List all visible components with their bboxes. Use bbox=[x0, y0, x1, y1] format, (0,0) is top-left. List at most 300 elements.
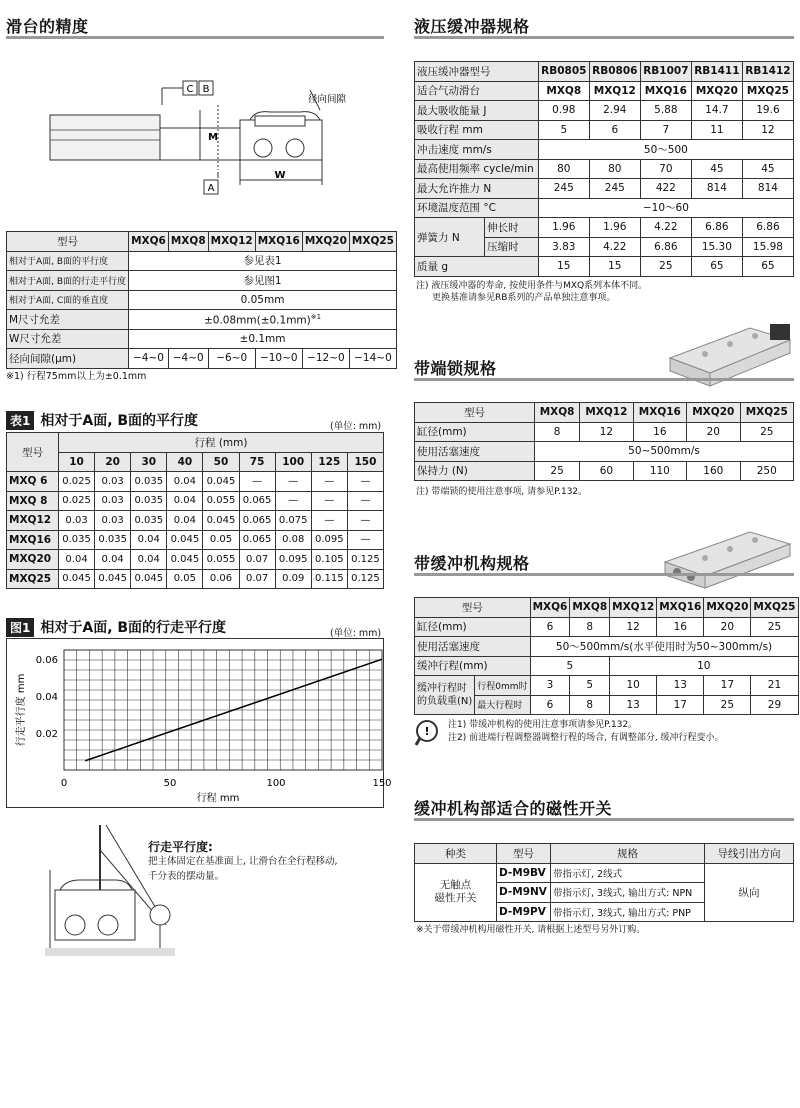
table-row bbox=[7, 433, 384, 453]
row-label: 缸径(mm) bbox=[415, 422, 535, 442]
cell: 16 bbox=[657, 617, 704, 637]
model-cell: RB1411 bbox=[691, 62, 742, 82]
cell: 20 bbox=[704, 617, 751, 637]
value-cell: 6 bbox=[589, 120, 640, 140]
value-cell: −10～60 bbox=[538, 198, 793, 218]
value-cell: 0.125 bbox=[347, 569, 383, 589]
row-label: 弹簧力 N bbox=[415, 218, 485, 257]
model-cell: MXQ12 bbox=[7, 511, 59, 531]
value-cell: 0.05 bbox=[203, 530, 239, 550]
cushion-note1: 注1) 带缓冲机构的使用注意事项请参见P.132。 bbox=[448, 720, 638, 730]
row-label: 环境温度范围 °C bbox=[415, 198, 539, 218]
value-cell: 70 bbox=[640, 159, 691, 179]
slide-diagram bbox=[40, 70, 347, 205]
value-cell: 11 bbox=[691, 120, 742, 140]
header-cell: MXQ20 bbox=[704, 598, 751, 618]
row-label: 相对于A面, C面的垂直度 bbox=[7, 290, 129, 310]
value-cell: 65 bbox=[742, 257, 793, 277]
table-row bbox=[415, 62, 794, 82]
model-cell: RB0806 bbox=[589, 62, 640, 82]
endlock-rule bbox=[414, 378, 794, 381]
slide-cell: MXQ12 bbox=[589, 81, 640, 101]
table-row bbox=[415, 844, 794, 864]
kind-cell bbox=[415, 863, 497, 922]
slide-cell: MXQ16 bbox=[640, 81, 691, 101]
header-cell: MXQ6 bbox=[129, 232, 169, 252]
value-cell: 0.045 bbox=[203, 472, 239, 492]
model-header: 型号 bbox=[7, 433, 59, 472]
value-cell: 0.045 bbox=[167, 530, 203, 550]
switch-note: ※关于带缓冲机构用磁性开关, 请根据上述型号另外订购。 bbox=[416, 925, 646, 935]
spec-cell: 带指示灯, 2线式 bbox=[551, 863, 705, 883]
value-cell: 0.06 bbox=[203, 569, 239, 589]
model-cell: RB1007 bbox=[640, 62, 691, 82]
value-cell: — bbox=[239, 472, 275, 492]
gap-cell: −4~0 bbox=[129, 349, 169, 369]
cell: 25 bbox=[751, 617, 798, 637]
switch-title: 缓冲机构部适合的磁性开关 bbox=[414, 799, 613, 818]
y-tick-label: 0.02 bbox=[35, 729, 58, 741]
value-cell: 1.96 bbox=[538, 218, 589, 238]
row-value bbox=[129, 310, 397, 330]
cell: 25 bbox=[740, 422, 793, 442]
value-cell: — bbox=[311, 491, 347, 511]
stroke-cell: 40 bbox=[167, 452, 203, 472]
walking-title: 行走平行度: bbox=[148, 840, 213, 854]
value-cell: 0.115 bbox=[311, 569, 347, 589]
value-cell: 1.96 bbox=[589, 218, 640, 238]
stroke-cell: 125 bbox=[311, 452, 347, 472]
value-cell: 0.095 bbox=[275, 550, 311, 570]
value-cell: 0.98 bbox=[538, 101, 589, 121]
precision-rule bbox=[6, 36, 384, 39]
header-cell: 液压缓冲器型号 bbox=[415, 62, 539, 82]
value-cell: — bbox=[311, 472, 347, 492]
slide-cell: MXQ25 bbox=[742, 81, 793, 101]
cell: 25 bbox=[704, 695, 751, 715]
value-cell: 0.04 bbox=[131, 530, 167, 550]
cell: 13 bbox=[657, 676, 704, 696]
table-row bbox=[7, 232, 397, 252]
value-cell: 0.04 bbox=[59, 550, 95, 570]
walking-line1: 把主体固定在基准面上, 让滑台在全行程移动, bbox=[148, 856, 338, 867]
load-label-2: 的负载重(N) bbox=[417, 696, 473, 707]
label-gap: 径向间隙 bbox=[308, 94, 347, 105]
header-cell: MXQ8 bbox=[535, 403, 580, 423]
cell: 8 bbox=[570, 695, 610, 715]
cell: 16 bbox=[633, 422, 686, 442]
row-label: 适合气动滑台 bbox=[415, 81, 539, 101]
row-value: 参见表1 bbox=[129, 251, 397, 271]
value-cell: 0.035 bbox=[131, 491, 167, 511]
load-label-1: 缓冲行程时 bbox=[417, 683, 467, 694]
cell: 250 bbox=[740, 461, 793, 481]
table-row bbox=[7, 569, 384, 589]
precision-title: 滑台的精度 bbox=[6, 17, 89, 36]
row-label: 最大允许推力 N bbox=[415, 179, 539, 199]
header-cell: MXQ16 bbox=[657, 598, 704, 618]
cell: 110 bbox=[633, 461, 686, 481]
cell: 6 bbox=[530, 617, 570, 637]
value-cell: 0.045 bbox=[203, 511, 239, 531]
row-label: 冲击速度 mm/s bbox=[415, 140, 539, 160]
cell: 8 bbox=[535, 422, 580, 442]
header-cell: MXQ12 bbox=[580, 403, 633, 423]
header-cell: MXQ20 bbox=[302, 232, 349, 252]
value-cell: 0.045 bbox=[59, 569, 95, 589]
slide-cell: MXQ8 bbox=[538, 81, 589, 101]
value-cell: 3.83 bbox=[538, 237, 589, 257]
table-row bbox=[7, 310, 397, 330]
table-row bbox=[7, 271, 397, 291]
value-cell: 6.86 bbox=[640, 237, 691, 257]
row-sublabel: 最大行程时 bbox=[475, 695, 530, 715]
row-value: 参见图1 bbox=[129, 271, 397, 291]
switch-rule bbox=[414, 818, 794, 821]
stroke-cell: 150 bbox=[347, 452, 383, 472]
table-row bbox=[7, 251, 397, 271]
value-cell: 0.125 bbox=[347, 550, 383, 570]
value-cell: 0.065 bbox=[239, 491, 275, 511]
value-cell: 245 bbox=[538, 179, 589, 199]
value-cell: 245 bbox=[589, 179, 640, 199]
table-row bbox=[415, 637, 799, 657]
model-cell: MXQ16 bbox=[7, 530, 59, 550]
footnote-ref: ※1 bbox=[310, 312, 322, 321]
header-cell: MXQ20 bbox=[687, 403, 740, 423]
value-cell: 0.04 bbox=[167, 511, 203, 531]
row-label: 使用活塞速度 bbox=[415, 442, 535, 462]
model-cell: MXQ25 bbox=[7, 569, 59, 589]
y-tick-label: 0.04 bbox=[35, 692, 58, 704]
value-cell: 12 bbox=[742, 120, 793, 140]
value-cell: 0.03 bbox=[95, 511, 131, 531]
table1-title-wrap bbox=[6, 410, 198, 430]
header-cell: MXQ6 bbox=[530, 598, 570, 618]
endlock-table bbox=[414, 402, 794, 481]
value-cell: — bbox=[311, 511, 347, 531]
table-row bbox=[7, 491, 384, 511]
table1-title: 相对于A面, B面的平行度 bbox=[40, 413, 199, 429]
hydraulic-table bbox=[414, 61, 794, 277]
y-axis-label: 行走平行度 mm bbox=[16, 673, 27, 747]
value-cell: 19.6 bbox=[742, 101, 793, 121]
value-cell: 2.94 bbox=[589, 101, 640, 121]
header-cell: MXQ12 bbox=[208, 232, 255, 252]
hydraulic-rule bbox=[414, 36, 794, 39]
value-cell: — bbox=[275, 472, 311, 492]
precision-table bbox=[6, 231, 397, 369]
value-cell: 5 bbox=[538, 120, 589, 140]
value-cell: 0.025 bbox=[59, 491, 95, 511]
stroke-cell: 75 bbox=[239, 452, 275, 472]
line-chart bbox=[6, 638, 392, 808]
table-row bbox=[7, 530, 384, 550]
value-cell: 50～500 bbox=[538, 140, 793, 160]
figure1-title: 相对于A面, B面的行走平行度 bbox=[40, 620, 227, 636]
row-sublabel: 行程0mm时 bbox=[475, 676, 530, 696]
cell: 17 bbox=[704, 676, 751, 696]
value-cell: 0.07 bbox=[239, 550, 275, 570]
header-cell: MXQ16 bbox=[255, 232, 302, 252]
table-row bbox=[415, 120, 794, 140]
stroke-cell: 30 bbox=[131, 452, 167, 472]
header-cell: MXQ25 bbox=[740, 403, 793, 423]
table-row bbox=[415, 101, 794, 121]
stroke-cell: 20 bbox=[95, 452, 131, 472]
table-row bbox=[415, 863, 794, 883]
value-cell: 0.09 bbox=[275, 569, 311, 589]
x-tick-label: 50 bbox=[163, 778, 177, 789]
label-c: C bbox=[186, 84, 194, 95]
slide-cell: MXQ20 bbox=[691, 81, 742, 101]
precision-footnote: ※1) 行程75mm以上为±0.1mm bbox=[6, 371, 147, 382]
table-row bbox=[415, 198, 794, 218]
value-cell: 0.03 bbox=[95, 472, 131, 492]
cell: 25 bbox=[535, 461, 580, 481]
value-cell: 4.22 bbox=[640, 218, 691, 238]
value-cell: 6.86 bbox=[691, 218, 742, 238]
value-cell: 6.86 bbox=[742, 218, 793, 238]
stroke-header: 行程 (mm) bbox=[59, 433, 384, 453]
value-cell: 0.055 bbox=[203, 491, 239, 511]
table-row bbox=[7, 550, 384, 570]
value-cell: — bbox=[275, 491, 311, 511]
value-cell: 0.045 bbox=[95, 569, 131, 589]
figure1-unit: (单位: mm) bbox=[330, 628, 382, 639]
header-cell: 型号 bbox=[415, 403, 535, 423]
table-row bbox=[415, 159, 794, 179]
value-cell: 0.05 bbox=[167, 569, 203, 589]
table-row bbox=[415, 81, 794, 101]
cell: 10 bbox=[610, 656, 798, 676]
table-row bbox=[415, 179, 794, 199]
value-cell: 0.04 bbox=[131, 550, 167, 570]
cell: 29 bbox=[751, 695, 798, 715]
row-label: 径向间隙(μm) bbox=[7, 349, 129, 369]
table-row bbox=[415, 257, 794, 277]
model-cell: RB0805 bbox=[538, 62, 589, 82]
gap-cell: −12~0 bbox=[302, 349, 349, 369]
value-cell: 0.065 bbox=[239, 530, 275, 550]
table1-tag: 表1 bbox=[6, 411, 34, 430]
cell: 6 bbox=[530, 695, 570, 715]
header-cell: 型号 bbox=[7, 232, 129, 252]
value-cell: 0.075 bbox=[275, 511, 311, 531]
value-cell: 814 bbox=[691, 179, 742, 199]
cushion-rule bbox=[414, 573, 794, 576]
value-cell: 0.095 bbox=[311, 530, 347, 550]
header-cell: MXQ16 bbox=[633, 403, 686, 423]
cell: 20 bbox=[687, 422, 740, 442]
cell: 60 bbox=[580, 461, 633, 481]
row-value: 0.05mm bbox=[129, 290, 397, 310]
row-label: 最高使用频率 cycle/min bbox=[415, 159, 539, 179]
x-tick-label: 150 bbox=[372, 778, 392, 789]
value-cell: 80 bbox=[538, 159, 589, 179]
header-cell: MXQ12 bbox=[610, 598, 657, 618]
hydraulic-title: 液压缓冲器规格 bbox=[414, 17, 530, 36]
table-row bbox=[415, 598, 799, 618]
switch-table bbox=[414, 843, 794, 922]
value-cell: 0.04 bbox=[95, 550, 131, 570]
kind-line1: 无触点 bbox=[439, 879, 472, 892]
row-label: 缓冲行程(mm) bbox=[415, 656, 531, 676]
cushion-table bbox=[414, 597, 799, 715]
model-cell: D-M9BV bbox=[497, 863, 551, 883]
model-cell: D-M9NV bbox=[497, 883, 551, 903]
value-cell: 0.035 bbox=[95, 530, 131, 550]
value-cell: 0.03 bbox=[59, 511, 95, 531]
value-cell: 0.065 bbox=[239, 511, 275, 531]
gap-cell: −10~0 bbox=[255, 349, 302, 369]
row-label: 使用活塞速度 bbox=[415, 637, 531, 657]
value-cell: 5.88 bbox=[640, 101, 691, 121]
cushion-note2: 注2) 前进端行程调整器调整行程的场合, 有调整部分, 缓冲行程变小。 bbox=[448, 733, 724, 743]
header-cell: MXQ8 bbox=[168, 232, 208, 252]
value-cell: 80 bbox=[589, 159, 640, 179]
row-value: ±0.1mm bbox=[129, 329, 397, 349]
cell: 5 bbox=[530, 656, 610, 676]
table-row bbox=[415, 617, 799, 637]
table-row bbox=[415, 140, 794, 160]
table-row bbox=[7, 329, 397, 349]
row-label: 质量 g bbox=[415, 257, 539, 277]
value-cell: 0.035 bbox=[131, 472, 167, 492]
header-cell: 导线引出方向 bbox=[705, 844, 794, 864]
row-label: W尺寸允差 bbox=[7, 329, 129, 349]
value-cell: 0.025 bbox=[59, 472, 95, 492]
table-row bbox=[415, 403, 794, 423]
value-cell: 45 bbox=[742, 159, 793, 179]
value-cell: 15 bbox=[589, 257, 640, 277]
row-label: 吸收行程 mm bbox=[415, 120, 539, 140]
value-cell: 0.055 bbox=[203, 550, 239, 570]
value-cell: 0.035 bbox=[131, 511, 167, 531]
cushion-product-image bbox=[655, 520, 795, 590]
value-cell: 45 bbox=[691, 159, 742, 179]
cell: 160 bbox=[687, 461, 740, 481]
cell: 8 bbox=[570, 617, 610, 637]
value-cell: 0.04 bbox=[167, 491, 203, 511]
header-cell: 种类 bbox=[415, 844, 497, 864]
value-cell: 15.30 bbox=[691, 237, 742, 257]
figure1-title-wrap bbox=[6, 617, 226, 637]
model-cell: MXQ 6 bbox=[7, 472, 59, 492]
gap-cell: −4~0 bbox=[168, 349, 208, 369]
value-cell: 422 bbox=[640, 179, 691, 199]
cell: 17 bbox=[657, 695, 704, 715]
value-cell: 4.22 bbox=[589, 237, 640, 257]
hydraulic-note2: 更换基准请参见RB系列的产品单独注意事项。 bbox=[432, 293, 616, 303]
cell: 50~500mm/s bbox=[535, 442, 794, 462]
table-row bbox=[415, 461, 794, 481]
header-cell: 规格 bbox=[551, 844, 705, 864]
header-cell: MXQ25 bbox=[349, 232, 396, 252]
row-label: 最大吸收能量 J bbox=[415, 101, 539, 121]
value-cell: — bbox=[347, 530, 383, 550]
cell: 12 bbox=[580, 422, 633, 442]
value-cell: 0.045 bbox=[167, 550, 203, 570]
endlock-title: 带端锁规格 bbox=[414, 359, 497, 378]
cell: 5 bbox=[570, 676, 610, 696]
value-cell: 14.7 bbox=[691, 101, 742, 121]
value-cell: 0.035 bbox=[59, 530, 95, 550]
value-cell: 0.045 bbox=[131, 569, 167, 589]
hydraulic-note1: 注) 液压缓冲器的寿命, 按使用条件与MXQ系列本体不同。 bbox=[416, 281, 648, 291]
value-cell: 0.03 bbox=[95, 491, 131, 511]
m-tolerance: ±0.08mm(±0.1mm) bbox=[203, 314, 311, 326]
table-row bbox=[415, 676, 799, 696]
value-cell: 0.07 bbox=[239, 569, 275, 589]
cell: 13 bbox=[610, 695, 657, 715]
y-tick-label: 0.06 bbox=[35, 655, 58, 667]
label-w: W bbox=[274, 170, 286, 181]
model-cell: MXQ 8 bbox=[7, 491, 59, 511]
cell: 10 bbox=[610, 676, 657, 696]
table1 bbox=[6, 432, 384, 589]
table-row bbox=[7, 349, 397, 369]
kind-line2: 磁性开关 bbox=[434, 892, 477, 905]
x-axis-label: 行程 mm bbox=[196, 793, 240, 804]
value-cell: — bbox=[347, 511, 383, 531]
value-cell: 0.105 bbox=[311, 550, 347, 570]
header-cell: 型号 bbox=[415, 598, 531, 618]
label-b: B bbox=[202, 84, 210, 95]
svg-text:!: ! bbox=[424, 725, 430, 738]
table-row bbox=[7, 511, 384, 531]
table-row bbox=[415, 422, 794, 442]
cell: 3 bbox=[530, 676, 570, 696]
value-cell: 65 bbox=[691, 257, 742, 277]
cell: 21 bbox=[751, 676, 798, 696]
spec-cell: 带指示灯, 3线式, 输出方式: PNP bbox=[551, 902, 705, 922]
figure1-tag: 图1 bbox=[6, 618, 34, 637]
table-row bbox=[415, 656, 799, 676]
spec-cell: 带指示灯, 3线式, 输出方式: NPN bbox=[551, 883, 705, 903]
row-label: 保持力 (N) bbox=[415, 461, 535, 481]
header-cell: MXQ8 bbox=[570, 598, 610, 618]
cell: 12 bbox=[610, 617, 657, 637]
value-cell: 0.04 bbox=[167, 472, 203, 492]
model-cell: MXQ20 bbox=[7, 550, 59, 570]
stroke-cell: 100 bbox=[275, 452, 311, 472]
row-sublabel: 伸长时 bbox=[485, 218, 539, 238]
value-cell: — bbox=[347, 472, 383, 492]
value-cell: 15.98 bbox=[742, 237, 793, 257]
table-row bbox=[7, 472, 384, 492]
header-cell: 型号 bbox=[497, 844, 551, 864]
gap-cell: −14~0 bbox=[349, 349, 396, 369]
row-label: 缸径(mm) bbox=[415, 617, 531, 637]
table-row bbox=[7, 452, 384, 472]
cushion-title: 带缓冲机构规格 bbox=[414, 554, 530, 573]
row-label: M尺寸允差 bbox=[7, 310, 129, 330]
label-a: A bbox=[207, 183, 215, 194]
row-label: 相对于A面, B面的平行度 bbox=[7, 251, 129, 271]
x-tick-label: 100 bbox=[266, 778, 286, 789]
direction-cell: 纵向 bbox=[705, 863, 794, 922]
table-row bbox=[7, 290, 397, 310]
caution-icon bbox=[414, 718, 444, 748]
label-m: M bbox=[208, 132, 218, 143]
stroke-cell: 10 bbox=[59, 452, 95, 472]
value-cell: 25 bbox=[640, 257, 691, 277]
table1-unit: (单位: mm) bbox=[330, 421, 382, 432]
stroke-cell: 50 bbox=[203, 452, 239, 472]
model-cell: D-M9PV bbox=[497, 902, 551, 922]
value-cell: 15 bbox=[538, 257, 589, 277]
